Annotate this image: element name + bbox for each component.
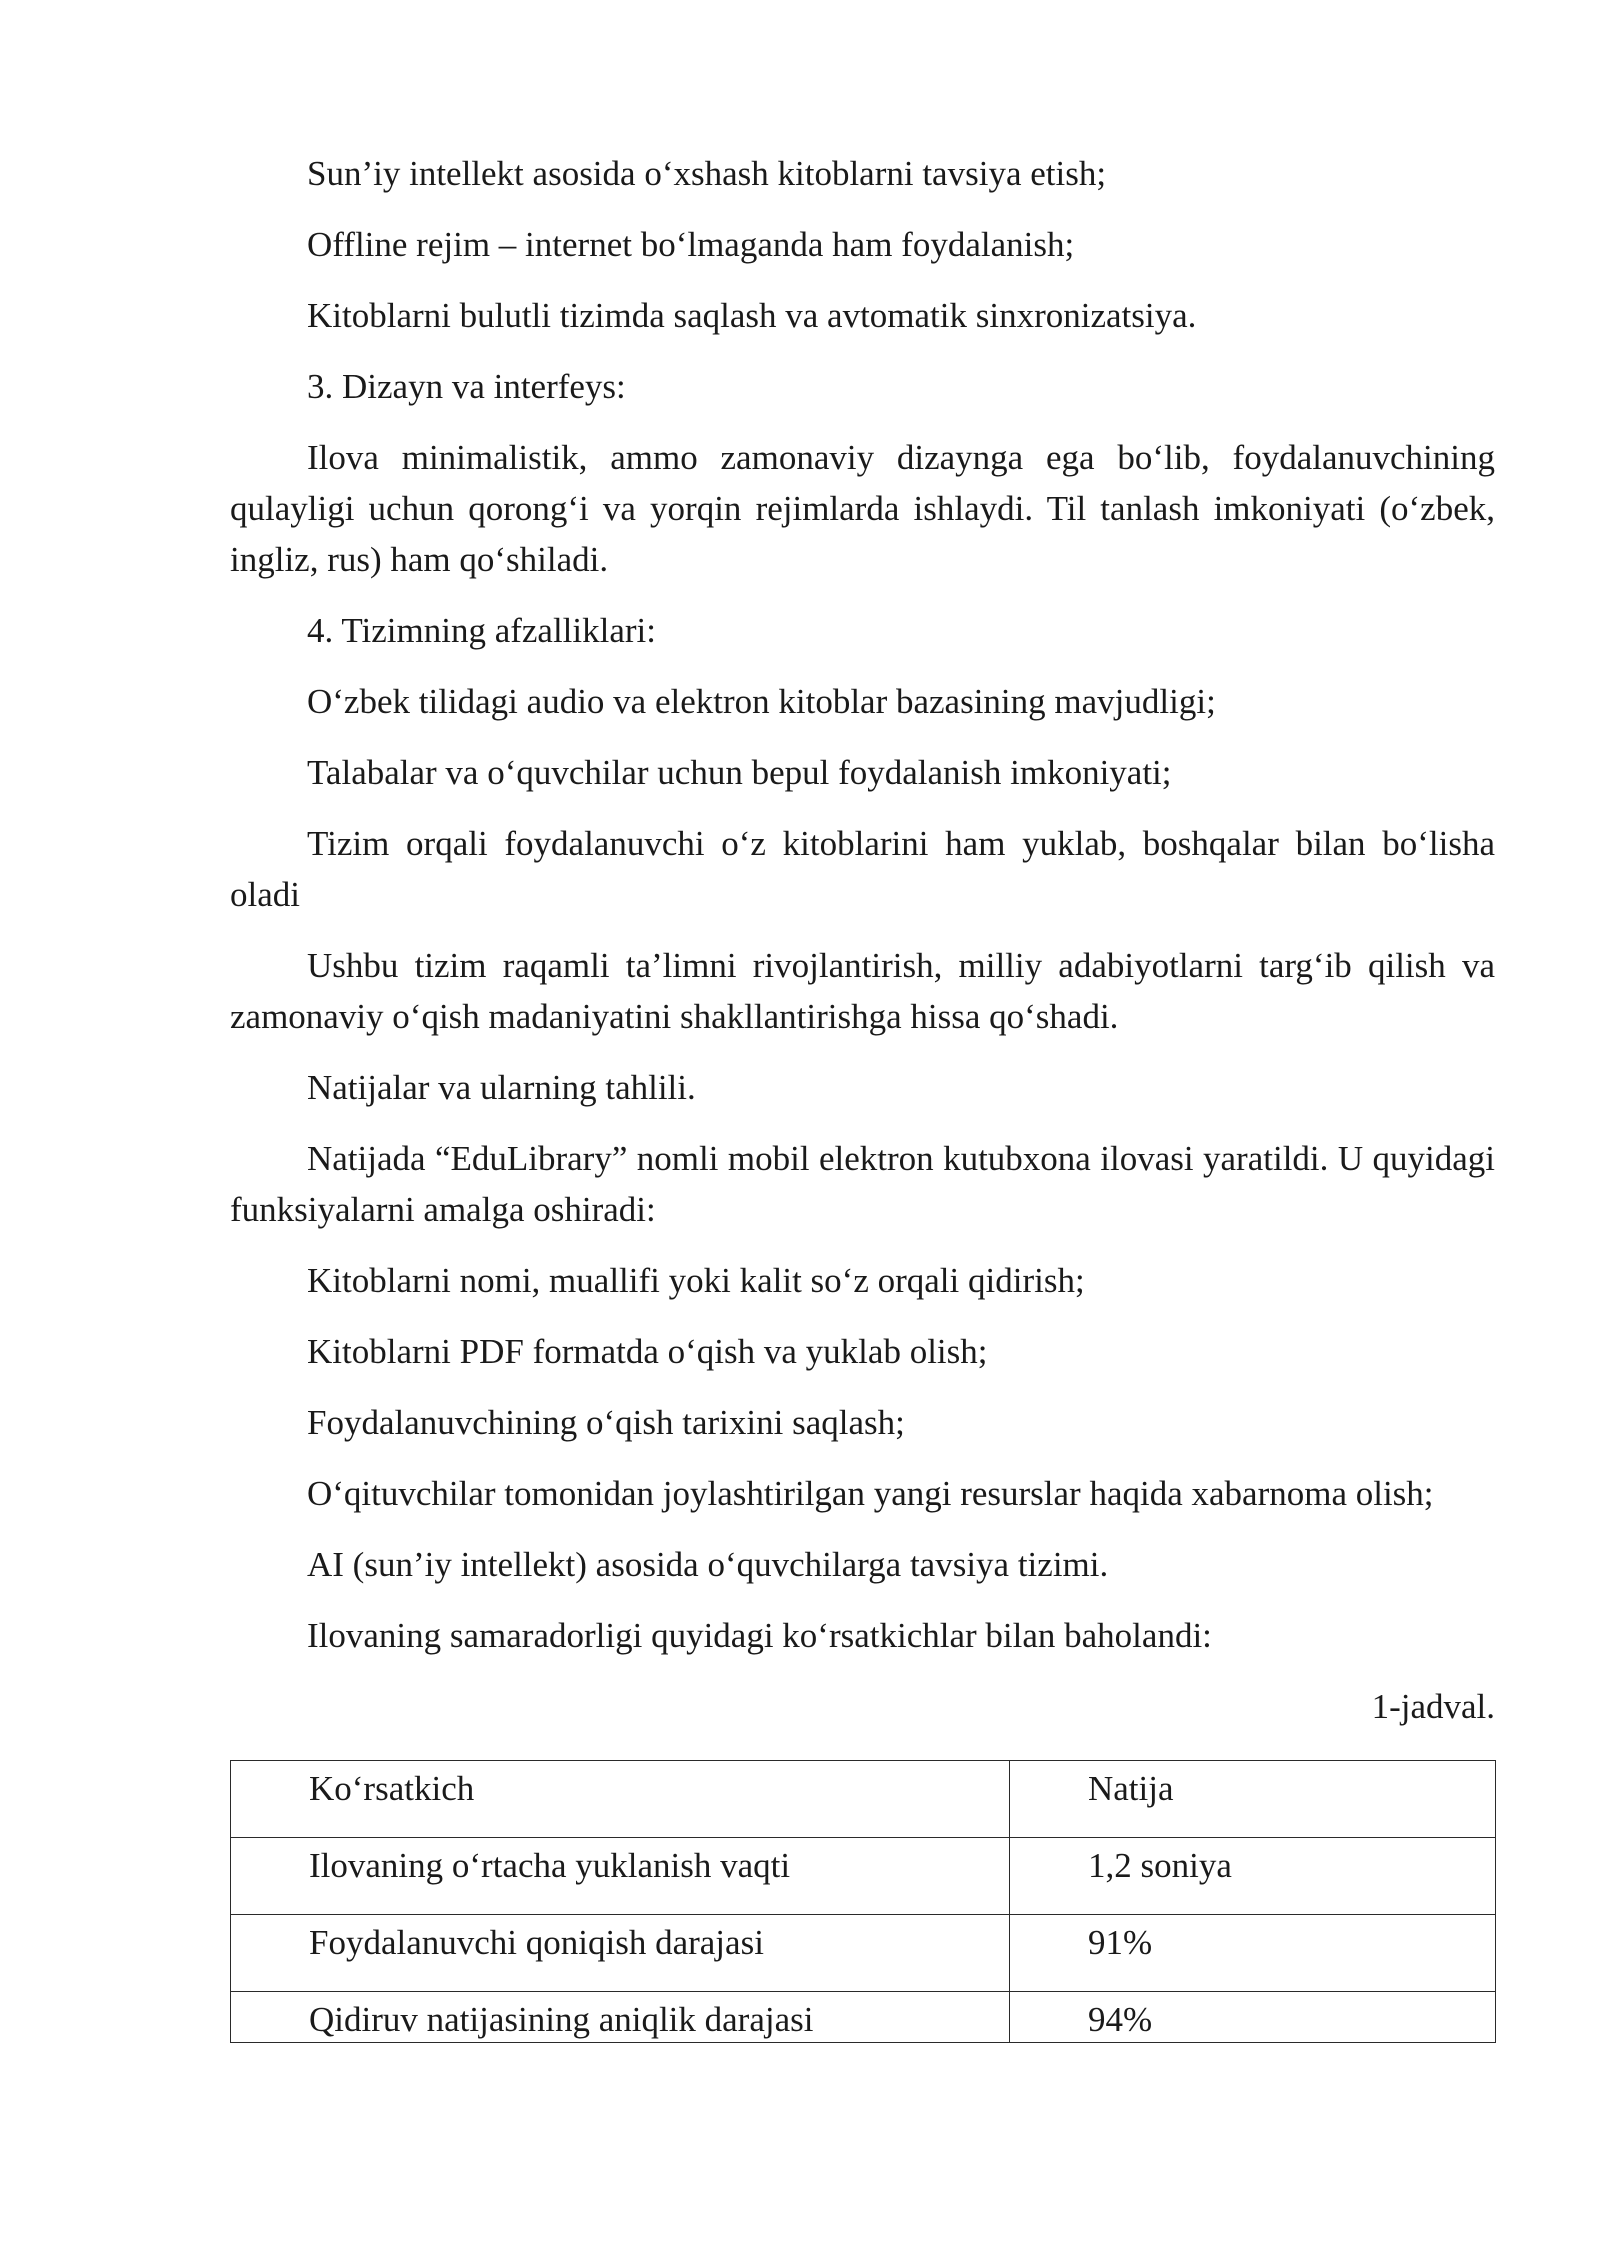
paragraph: Natijada “EduLibrary” nomli mobil elektron kutubxona ilovasi yaratildi. U quyidagi funksiyalarni amalga oshiradi:	[230, 1139, 1495, 1229]
paragraph: Sun’iy intellekt asosida o‘xshash kitoblarni tavsiya etish;	[307, 154, 1107, 193]
paragraph: AI (sun’iy intellekt) asosida o‘quvchilarga tavsiya tizimi.	[307, 1545, 1109, 1584]
table-cell: 91%	[1010, 1915, 1496, 1992]
table-cell: Ilovaning o‘rtacha yuklanish vaqti	[231, 1838, 1010, 1915]
table-cell: Foydalanuvchi qoniqish darajasi	[231, 1915, 1010, 1992]
results-table	[230, 1760, 1496, 2043]
table-cell: 94%	[1010, 1992, 1496, 2043]
table-cell: 1,2 soniya	[1010, 1838, 1496, 1915]
table-row	[231, 1992, 1496, 2043]
section-heading: 4. Tizimning afzalliklari:	[307, 611, 656, 650]
table-header-cell: Natija	[1010, 1761, 1496, 1838]
paragraph: Foydalanuvchining o‘qish tarixini saqlash;	[307, 1403, 905, 1442]
paragraph: Kitoblarni nomi, muallifi yoki kalit so‘z orqali qidirish;	[307, 1261, 1085, 1300]
section-heading: Natijalar va ularning tahlili.	[307, 1068, 696, 1107]
paragraph: Talabalar va o‘quvchilar uchun bepul foydalanish imkoniyati;	[307, 753, 1172, 792]
paragraph: Ilovaning samaradorligi quyidagi ko‘rsatkichlar bilan baholandi:	[307, 1616, 1212, 1655]
paragraph: Offline rejim – internet bo‘lmaganda ham foydalanish;	[307, 225, 1075, 264]
document-page	[230, 148, 1495, 2043]
paragraph: O‘zbek tilidagi audio va elektron kitoblar bazasining mavjudligi;	[307, 682, 1216, 721]
table-header-cell: Ko‘rsatkich	[231, 1761, 1010, 1838]
table-caption: 1-jadval.	[1371, 1687, 1495, 1726]
paragraph: O‘qituvchilar tomonidan joylashtirilgan yangi resurslar haqida xabarnoma olish;	[307, 1474, 1434, 1513]
paragraph: Kitoblarni bulutli tizimda saqlash va avtomatik sinxronizatsiya.	[307, 296, 1197, 335]
paragraph: Ilova minimalistik, ammo zamonaviy dizaynga ega bo‘lib, foydalanuvchining qulayligi uchun qorong‘i va yorqin rejimlarda ishlaydi. Til tanlash imkoniyati (o‘zbek, ingliz, rus) ham qo‘shiladi.	[230, 438, 1495, 579]
table-row	[231, 1915, 1496, 1992]
section-heading: 3. Dizayn va interfeys:	[307, 367, 626, 406]
table-row	[231, 1838, 1496, 1915]
table-cell: Qidiruv natijasining aniqlik darajasi	[231, 1992, 1010, 2043]
paragraph: Ushbu tizim raqamli ta’limni rivojlantirish, milliy adabiyotlarni targ‘ib qilish va zamonaviy o‘qish madaniyatini shakllantirishga hissa qo‘shadi.	[230, 946, 1495, 1036]
paragraph: Tizim orqali foydalanuvchi o‘z kitoblarini ham yuklab, boshqalar bilan bo‘lisha oladi	[230, 824, 1495, 914]
table-header-row	[231, 1761, 1496, 1838]
paragraph: Kitoblarni PDF formatda o‘qish va yuklab olish;	[307, 1332, 988, 1371]
